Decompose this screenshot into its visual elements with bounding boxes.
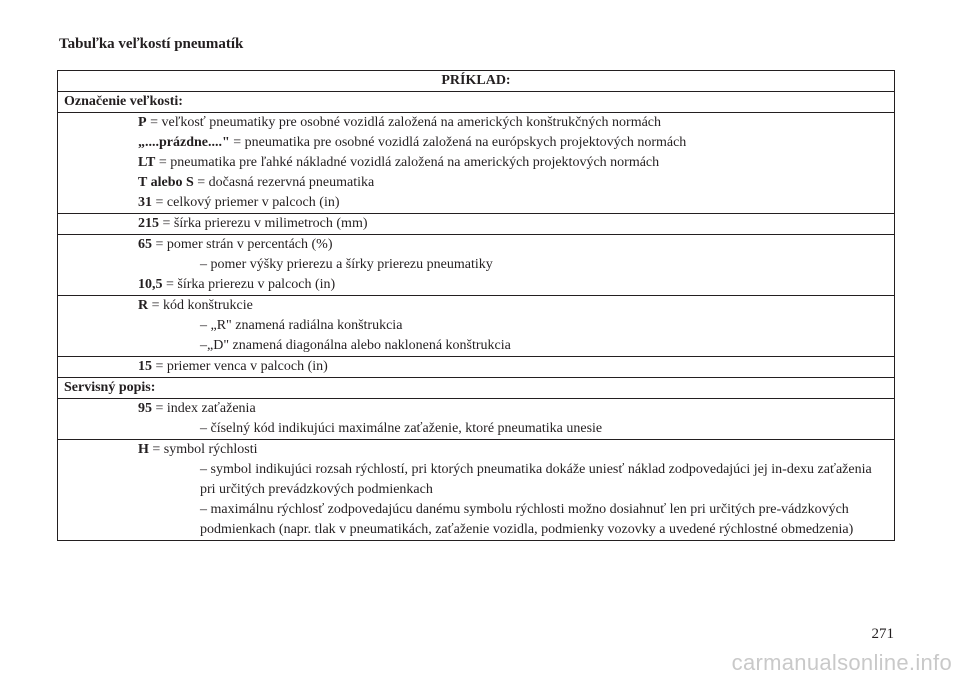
description: = pomer strán v percentách (%)	[152, 237, 333, 252]
section-width-row	[58, 213, 894, 234]
page-number: 271	[871, 626, 894, 642]
list-item	[138, 275, 888, 295]
sub-description: – symbol indikujúci rozsah rýchlostí, pri ktorých pneumatika dokáže uniesť náklad zodpovedajúci jej in-dexu zaťaženia pri určitých prevádzkových podmienkach	[200, 462, 872, 497]
sub-description: – číselný kód indikujúci maximálne zaťaženie, ktoré pneumatika unesie	[200, 421, 603, 436]
description: = celkový priemer v palcoch (in)	[152, 195, 340, 210]
code: 15	[138, 359, 152, 374]
construction-block	[58, 295, 894, 356]
sub-description: –„D" znamená diagonálna alebo naklonená konštrukcia	[200, 338, 511, 353]
list-item	[138, 399, 888, 419]
description: = dočasná rezervná pneumatika	[193, 175, 375, 190]
code: 10,5	[138, 277, 163, 292]
list-item	[138, 214, 888, 234]
sub-description: – pomer výšky prierezu a šírky prierezu pneumatiky	[200, 257, 493, 272]
description: = symbol rýchlosti	[148, 442, 258, 457]
code: R	[138, 298, 149, 313]
description: = pneumatika pre ľahké nákladné vozidlá založená na amerických projektových normách	[155, 155, 660, 170]
speed-symbol-block	[58, 439, 894, 540]
description: = pneumatika pre osobné vozidlá založená na európskych projektových normách	[229, 135, 687, 150]
list-item	[138, 173, 888, 193]
list-item	[138, 113, 888, 133]
list-item	[138, 357, 888, 377]
code: 31	[138, 195, 152, 210]
list-item	[138, 133, 888, 153]
service-section-label: Servisný popis:	[58, 377, 894, 398]
list-item	[138, 296, 888, 316]
sub-description: – maximálnu rýchlosť zodpovedajúcu danému symbolu rýchlosti možno dosiahnuť len pri určitých pre-vádzkových podmienkach (napr. tlak v pneumatikách, zaťaženie vozidla, podmienky vozovky a uvedené rýchlostné obmedzenia)	[200, 502, 854, 537]
list-item	[138, 153, 888, 173]
description: = veľkosť pneumatiky pre osobné vozidlá založená na amerických konštrukčných normách	[146, 115, 662, 130]
table-header: PRÍKLAD:	[441, 73, 511, 88]
size-section-label: Označenie veľkosti:	[58, 91, 894, 112]
tire-type-block	[58, 112, 894, 213]
watermark: carmanualsonline.info	[731, 650, 952, 675]
aspect-ratio-block	[58, 234, 894, 295]
list-item	[138, 193, 888, 213]
sub-description: – „R" znamená radiálna konštrukcia	[200, 318, 403, 333]
description: = šírka prierezu v milimetroch (mm)	[159, 216, 368, 231]
description: = kód konštrukcie	[148, 298, 253, 313]
code: 95	[138, 401, 152, 416]
code: H	[138, 442, 149, 457]
rim-diameter-row	[58, 356, 894, 377]
tire-size-table	[57, 70, 895, 541]
description: = šírka prierezu v palcoch (in)	[162, 277, 336, 292]
code: „....prázdne...."	[138, 135, 230, 150]
code: T alebo S	[138, 175, 194, 190]
description: = index zaťaženia	[152, 401, 256, 416]
description: = priemer venca v palcoch (in)	[152, 359, 328, 374]
code: LT	[138, 155, 156, 170]
code: P	[138, 115, 147, 130]
code: 215	[138, 216, 159, 231]
list-item	[138, 235, 888, 255]
load-index-block	[58, 398, 894, 439]
list-item	[138, 440, 888, 460]
code: 65	[138, 237, 152, 252]
page-title: Tabuľka veľkostí pneumatík	[59, 36, 244, 52]
